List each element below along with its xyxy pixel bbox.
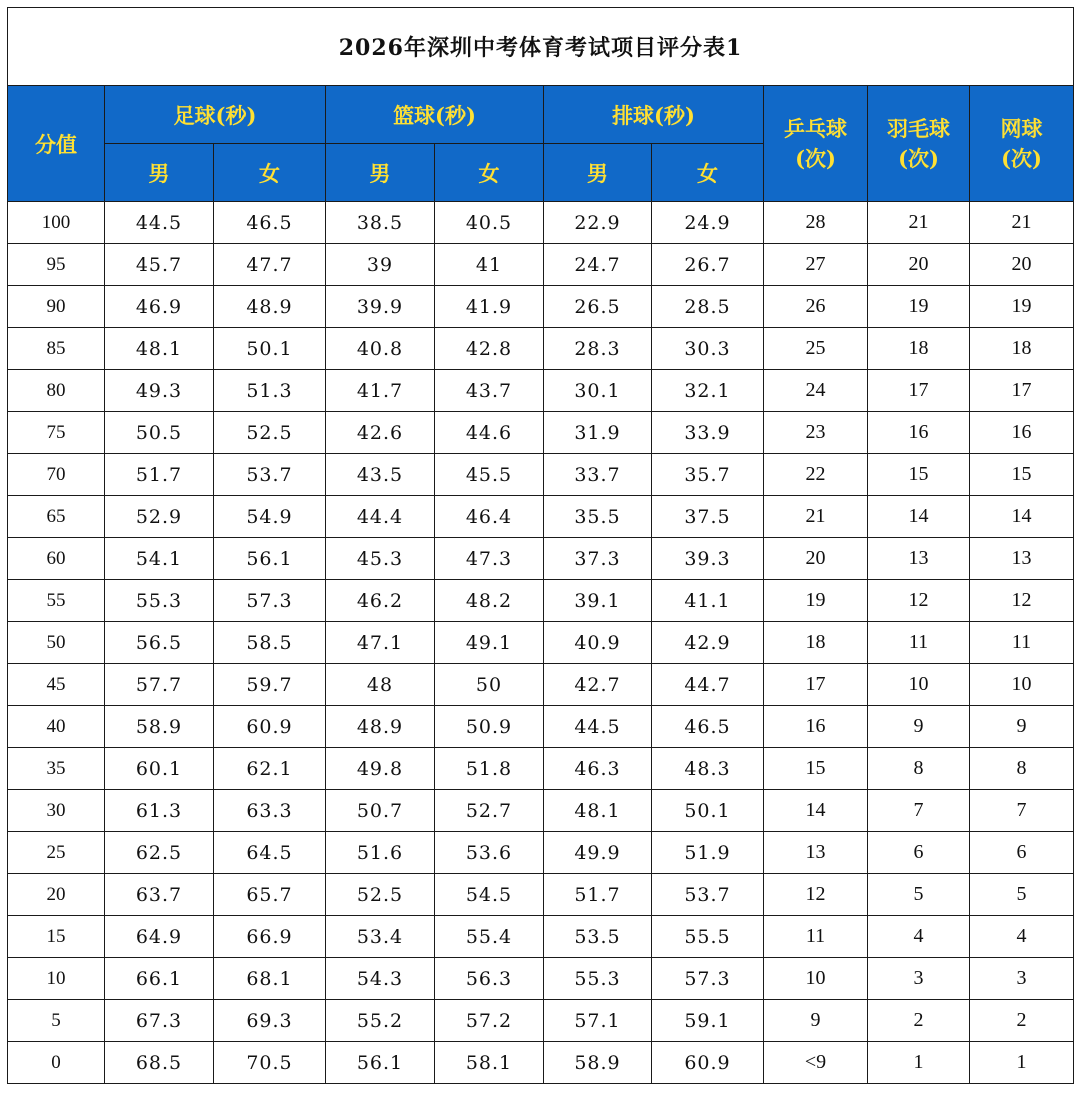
- cell-basketball-male: 45.3: [326, 538, 435, 580]
- table-row: [8, 790, 1074, 832]
- cell-tennis-count: 18: [970, 328, 1074, 370]
- score-table-container: [7, 7, 1073, 1084]
- cell-tennis-count: 5: [970, 874, 1074, 916]
- cell-football-female: 57.3: [214, 580, 326, 622]
- cell-volleyball-female: 50.1: [652, 790, 764, 832]
- cell-pingpong-count: 17: [764, 664, 868, 706]
- cell-volleyball-male: 48.1: [544, 790, 652, 832]
- cell-basketball-male: 52.5: [326, 874, 435, 916]
- cell-score: 15: [8, 916, 105, 958]
- cell-volleyball-female: 28.5: [652, 286, 764, 328]
- cell-pingpong-count: 24: [764, 370, 868, 412]
- cell-score: 25: [8, 832, 105, 874]
- cell-basketball-male: 55.2: [326, 1000, 435, 1042]
- cell-football-female: 52.5: [214, 412, 326, 454]
- cell-basketball-male: 54.3: [326, 958, 435, 1000]
- header-volleyball-male: 男: [544, 144, 652, 202]
- cell-volleyball-female: 53.7: [652, 874, 764, 916]
- cell-football-male: 61.3: [105, 790, 214, 832]
- cell-basketball-male: 50.7: [326, 790, 435, 832]
- cell-football-female: 48.9: [214, 286, 326, 328]
- cell-badminton-count: 15: [868, 454, 970, 496]
- cell-score: 45: [8, 664, 105, 706]
- cell-football-female: 51.3: [214, 370, 326, 412]
- cell-football-male: 51.7: [105, 454, 214, 496]
- cell-basketball-female: 52.7: [435, 790, 544, 832]
- cell-football-male: 46.9: [105, 286, 214, 328]
- header-score: 分值: [8, 86, 105, 202]
- header-tennis-label: 网球: [1000, 115, 1043, 141]
- cell-volleyball-female: 42.9: [652, 622, 764, 664]
- cell-football-male: 67.3: [105, 1000, 214, 1042]
- cell-pingpong-count: 21: [764, 496, 868, 538]
- cell-football-female: 46.5: [214, 202, 326, 244]
- cell-tennis-count: 7: [970, 790, 1074, 832]
- cell-basketball-male: 41.7: [326, 370, 435, 412]
- cell-pingpong-count: 15: [764, 748, 868, 790]
- cell-badminton-count: 5: [868, 874, 970, 916]
- cell-football-female: 47.7: [214, 244, 326, 286]
- cell-badminton-count: 18: [868, 328, 970, 370]
- cell-badminton-count: 20: [868, 244, 970, 286]
- cell-volleyball-female: 46.5: [652, 706, 764, 748]
- cell-basketball-female: 50: [435, 664, 544, 706]
- cell-badminton-count: 13: [868, 538, 970, 580]
- cell-badminton-count: 19: [868, 286, 970, 328]
- cell-volleyball-female: 55.5: [652, 916, 764, 958]
- cell-basketball-female: 42.8: [435, 328, 544, 370]
- cell-basketball-female: 45.5: [435, 454, 544, 496]
- cell-tennis-count: 1: [970, 1042, 1074, 1084]
- cell-football-male: 54.1: [105, 538, 214, 580]
- cell-basketball-male: 39: [326, 244, 435, 286]
- cell-football-female: 66.9: [214, 916, 326, 958]
- cell-volleyball-male: 35.5: [544, 496, 652, 538]
- cell-basketball-male: 43.5: [326, 454, 435, 496]
- cell-badminton-count: 21: [868, 202, 970, 244]
- table-row: [8, 1000, 1074, 1042]
- cell-football-female: 63.3: [214, 790, 326, 832]
- cell-volleyball-male: 49.9: [544, 832, 652, 874]
- cell-badminton-count: 16: [868, 412, 970, 454]
- cell-football-male: 56.5: [105, 622, 214, 664]
- cell-tennis-count: 20: [970, 244, 1074, 286]
- cell-pingpong-count: 26: [764, 286, 868, 328]
- cell-badminton-count: 10: [868, 664, 970, 706]
- cell-football-male: 49.3: [105, 370, 214, 412]
- header-football-female: 女: [214, 144, 326, 202]
- cell-score: 30: [8, 790, 105, 832]
- cell-tennis-count: 14: [970, 496, 1074, 538]
- cell-basketball-female: 43.7: [435, 370, 544, 412]
- cell-football-female: 64.5: [214, 832, 326, 874]
- cell-tennis-count: 19: [970, 286, 1074, 328]
- cell-basketball-female: 49.1: [435, 622, 544, 664]
- cell-score: 10: [8, 958, 105, 1000]
- cell-basketball-female: 51.8: [435, 748, 544, 790]
- cell-basketball-male: 46.2: [326, 580, 435, 622]
- cell-volleyball-male: 55.3: [544, 958, 652, 1000]
- header-tennis-unit: (次): [1001, 145, 1042, 171]
- header-volleyball-female: 女: [652, 144, 764, 202]
- cell-basketball-female: 54.5: [435, 874, 544, 916]
- cell-football-male: 52.9: [105, 496, 214, 538]
- header-badminton: [868, 86, 970, 202]
- cell-tennis-count: 6: [970, 832, 1074, 874]
- cell-volleyball-male: 46.3: [544, 748, 652, 790]
- table-row: [8, 412, 1074, 454]
- cell-football-male: 68.5: [105, 1042, 214, 1084]
- cell-pingpong-count: 14: [764, 790, 868, 832]
- cell-pingpong-count: 18: [764, 622, 868, 664]
- cell-basketball-male: 56.1: [326, 1042, 435, 1084]
- cell-basketball-female: 40.5: [435, 202, 544, 244]
- cell-score: 20: [8, 874, 105, 916]
- cell-volleyball-female: 41.1: [652, 580, 764, 622]
- cell-score: 35: [8, 748, 105, 790]
- cell-tennis-count: 17: [970, 370, 1074, 412]
- cell-volleyball-female: 51.9: [652, 832, 764, 874]
- cell-tennis-count: 8: [970, 748, 1074, 790]
- cell-volleyball-male: 57.1: [544, 1000, 652, 1042]
- cell-score: 90: [8, 286, 105, 328]
- cell-volleyball-male: 33.7: [544, 454, 652, 496]
- header-basketball: 篮球(秒): [326, 86, 544, 144]
- cell-basketball-male: 44.4: [326, 496, 435, 538]
- cell-badminton-count: 3: [868, 958, 970, 1000]
- cell-football-female: 70.5: [214, 1042, 326, 1084]
- table-row: [8, 916, 1074, 958]
- cell-basketball-female: 56.3: [435, 958, 544, 1000]
- cell-volleyball-female: 33.9: [652, 412, 764, 454]
- cell-score: 50: [8, 622, 105, 664]
- cell-volleyball-female: 44.7: [652, 664, 764, 706]
- table-title: 2026年深圳中考体育考试项目评分表1: [8, 8, 1074, 86]
- cell-tennis-count: 9: [970, 706, 1074, 748]
- header-pingpong: [764, 86, 868, 202]
- cell-football-male: 63.7: [105, 874, 214, 916]
- cell-score: 40: [8, 706, 105, 748]
- table-row: [8, 202, 1074, 244]
- cell-basketball-male: 49.8: [326, 748, 435, 790]
- cell-pingpong-count: 28: [764, 202, 868, 244]
- cell-football-male: 57.7: [105, 664, 214, 706]
- cell-basketball-female: 57.2: [435, 1000, 544, 1042]
- table-body: [8, 202, 1074, 1084]
- cell-volleyball-male: 40.9: [544, 622, 652, 664]
- cell-football-female: 62.1: [214, 748, 326, 790]
- cell-score: 80: [8, 370, 105, 412]
- table-row: [8, 664, 1074, 706]
- cell-tennis-count: 10: [970, 664, 1074, 706]
- table-row: [8, 538, 1074, 580]
- cell-pingpong-count: 27: [764, 244, 868, 286]
- table-row: [8, 748, 1074, 790]
- cell-tennis-count: 12: [970, 580, 1074, 622]
- cell-tennis-count: 15: [970, 454, 1074, 496]
- table-row: [8, 874, 1074, 916]
- cell-score: 95: [8, 244, 105, 286]
- header-pingpong-unit: (次): [795, 145, 836, 171]
- cell-basketball-male: 48.9: [326, 706, 435, 748]
- cell-basketball-male: 38.5: [326, 202, 435, 244]
- cell-football-female: 54.9: [214, 496, 326, 538]
- cell-pingpong-count: 10: [764, 958, 868, 1000]
- cell-pingpong-count: 9: [764, 1000, 868, 1042]
- cell-basketball-female: 41.9: [435, 286, 544, 328]
- table-row: [8, 1042, 1074, 1084]
- cell-volleyball-male: 37.3: [544, 538, 652, 580]
- cell-tennis-count: 21: [970, 202, 1074, 244]
- cell-basketball-female: 48.2: [435, 580, 544, 622]
- cell-score: 60: [8, 538, 105, 580]
- cell-basketball-male: 48: [326, 664, 435, 706]
- cell-football-male: 50.5: [105, 412, 214, 454]
- cell-basketball-female: 58.1: [435, 1042, 544, 1084]
- cell-score: 75: [8, 412, 105, 454]
- cell-score: 5: [8, 1000, 105, 1042]
- cell-volleyball-female: 30.3: [652, 328, 764, 370]
- cell-football-female: 60.9: [214, 706, 326, 748]
- cell-volleyball-male: 31.9: [544, 412, 652, 454]
- score-table: [7, 7, 1074, 1084]
- cell-badminton-count: 17: [868, 370, 970, 412]
- header-tennis: [970, 86, 1074, 202]
- cell-score: 85: [8, 328, 105, 370]
- cell-score: 55: [8, 580, 105, 622]
- cell-football-male: 44.5: [105, 202, 214, 244]
- cell-badminton-count: 7: [868, 790, 970, 832]
- cell-football-male: 60.1: [105, 748, 214, 790]
- cell-badminton-count: 2: [868, 1000, 970, 1042]
- cell-score: 65: [8, 496, 105, 538]
- cell-volleyball-male: 26.5: [544, 286, 652, 328]
- cell-football-male: 58.9: [105, 706, 214, 748]
- cell-volleyball-male: 58.9: [544, 1042, 652, 1084]
- cell-volleyball-male: 44.5: [544, 706, 652, 748]
- cell-pingpong-count: 12: [764, 874, 868, 916]
- cell-volleyball-female: 48.3: [652, 748, 764, 790]
- cell-tennis-count: 13: [970, 538, 1074, 580]
- cell-volleyball-male: 22.9: [544, 202, 652, 244]
- cell-pingpong-count: 25: [764, 328, 868, 370]
- table-row: [8, 580, 1074, 622]
- cell-volleyball-female: 59.1: [652, 1000, 764, 1042]
- cell-football-male: 62.5: [105, 832, 214, 874]
- cell-volleyball-female: 24.9: [652, 202, 764, 244]
- cell-volleyball-male: 53.5: [544, 916, 652, 958]
- header-football-male: 男: [105, 144, 214, 202]
- table-row: [8, 370, 1074, 412]
- cell-football-male: 64.9: [105, 916, 214, 958]
- cell-badminton-count: 8: [868, 748, 970, 790]
- cell-badminton-count: 11: [868, 622, 970, 664]
- cell-football-female: 53.7: [214, 454, 326, 496]
- cell-volleyball-male: 30.1: [544, 370, 652, 412]
- cell-football-male: 48.1: [105, 328, 214, 370]
- cell-volleyball-female: 26.7: [652, 244, 764, 286]
- cell-badminton-count: 6: [868, 832, 970, 874]
- cell-pingpong-count: 22: [764, 454, 868, 496]
- cell-football-female: 69.3: [214, 1000, 326, 1042]
- cell-basketball-male: 42.6: [326, 412, 435, 454]
- cell-football-male: 45.7: [105, 244, 214, 286]
- cell-football-male: 66.1: [105, 958, 214, 1000]
- cell-badminton-count: 14: [868, 496, 970, 538]
- cell-volleyball-male: 42.7: [544, 664, 652, 706]
- header-basketball-male: 男: [326, 144, 435, 202]
- cell-volleyball-male: 24.7: [544, 244, 652, 286]
- cell-football-female: 56.1: [214, 538, 326, 580]
- cell-volleyball-male: 28.3: [544, 328, 652, 370]
- header-football: 足球(秒): [105, 86, 326, 144]
- cell-volleyball-female: 35.7: [652, 454, 764, 496]
- cell-score: 0: [8, 1042, 105, 1084]
- cell-pingpong-count: <9: [764, 1042, 868, 1084]
- cell-basketball-male: 53.4: [326, 916, 435, 958]
- cell-basketball-female: 44.6: [435, 412, 544, 454]
- cell-basketball-male: 51.6: [326, 832, 435, 874]
- cell-pingpong-count: 11: [764, 916, 868, 958]
- cell-football-female: 59.7: [214, 664, 326, 706]
- cell-volleyball-female: 32.1: [652, 370, 764, 412]
- cell-badminton-count: 1: [868, 1042, 970, 1084]
- cell-volleyball-female: 37.5: [652, 496, 764, 538]
- cell-football-male: 55.3: [105, 580, 214, 622]
- cell-badminton-count: 4: [868, 916, 970, 958]
- table-row: [8, 328, 1074, 370]
- cell-football-female: 65.7: [214, 874, 326, 916]
- table-row: [8, 622, 1074, 664]
- cell-football-female: 50.1: [214, 328, 326, 370]
- cell-tennis-count: 3: [970, 958, 1074, 1000]
- cell-volleyball-female: 57.3: [652, 958, 764, 1000]
- cell-basketball-female: 53.6: [435, 832, 544, 874]
- table-row: [8, 832, 1074, 874]
- cell-pingpong-count: 23: [764, 412, 868, 454]
- cell-basketball-male: 47.1: [326, 622, 435, 664]
- table-row: [8, 454, 1074, 496]
- cell-pingpong-count: 16: [764, 706, 868, 748]
- table-row: [8, 958, 1074, 1000]
- header-basketball-female: 女: [435, 144, 544, 202]
- header-volleyball: 排球(秒): [544, 86, 764, 144]
- cell-tennis-count: 11: [970, 622, 1074, 664]
- cell-basketball-female: 47.3: [435, 538, 544, 580]
- cell-tennis-count: 2: [970, 1000, 1074, 1042]
- cell-football-female: 68.1: [214, 958, 326, 1000]
- cell-volleyball-male: 51.7: [544, 874, 652, 916]
- cell-tennis-count: 4: [970, 916, 1074, 958]
- table-row: [8, 286, 1074, 328]
- cell-pingpong-count: 20: [764, 538, 868, 580]
- cell-basketball-female: 55.4: [435, 916, 544, 958]
- header-pingpong-label: 乒乓球: [784, 115, 847, 141]
- cell-tennis-count: 16: [970, 412, 1074, 454]
- table-row: [8, 496, 1074, 538]
- cell-volleyball-female: 39.3: [652, 538, 764, 580]
- cell-basketball-female: 50.9: [435, 706, 544, 748]
- cell-badminton-count: 12: [868, 580, 970, 622]
- cell-basketball-male: 39.9: [326, 286, 435, 328]
- cell-pingpong-count: 13: [764, 832, 868, 874]
- cell-score: 100: [8, 202, 105, 244]
- cell-football-female: 58.5: [214, 622, 326, 664]
- header-badminton-label: 羽毛球: [887, 115, 950, 141]
- cell-badminton-count: 9: [868, 706, 970, 748]
- cell-basketball-female: 41: [435, 244, 544, 286]
- cell-volleyball-male: 39.1: [544, 580, 652, 622]
- table-row: [8, 244, 1074, 286]
- cell-pingpong-count: 19: [764, 580, 868, 622]
- cell-volleyball-female: 60.9: [652, 1042, 764, 1084]
- cell-score: 70: [8, 454, 105, 496]
- cell-basketball-male: 40.8: [326, 328, 435, 370]
- header-badminton-unit: (次): [898, 145, 939, 171]
- cell-basketball-female: 46.4: [435, 496, 544, 538]
- table-row: [8, 706, 1074, 748]
